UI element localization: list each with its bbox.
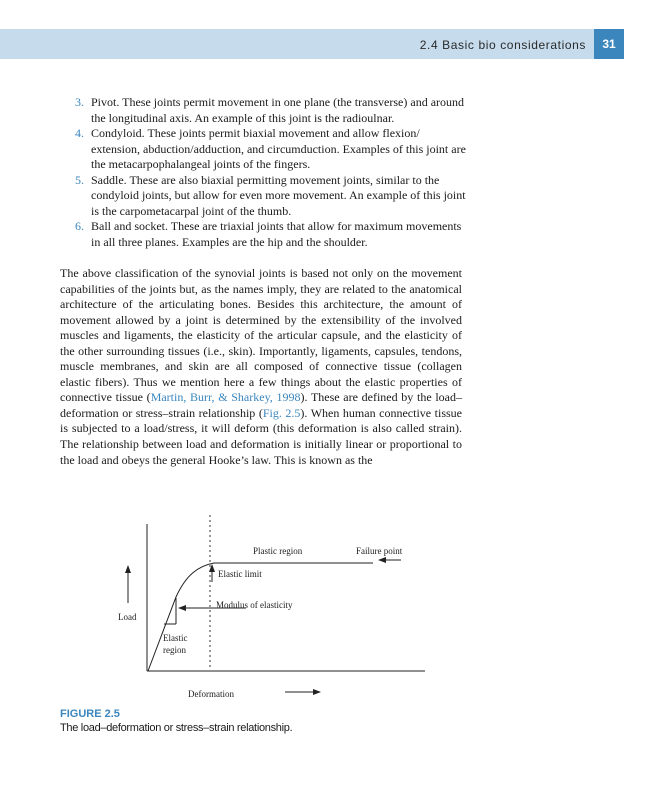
deformation-axis-label: Deformation [188, 689, 234, 699]
load-axis-label: Load [118, 612, 137, 622]
plastic-region-label: Plastic region [253, 546, 303, 556]
list-item-number: 5. [75, 172, 84, 187]
paragraph-text-3: ). When human connective tissue is subjected to a load/stress, it will deform (this deformation is also called strain). The relationship between load and deformation is initially linear or proportional to the load and obeys the general Hooke’s law. This is known as the [60, 405, 462, 467]
paragraph-text-2: ). These are defined by the load–deformation or stress–strain relationship ( [60, 390, 463, 420]
citation-link[interactable]: Martin, Burr, & Sharkey, 1998 [150, 390, 301, 405]
list-item-number: 4. [75, 126, 84, 140]
paragraph-text-1: The above classification of the synovial joints is based not only on the movement capabilities of the joints but, as the names imply, they are related to the anatomical architecture of the articulating bones. Besides this architecture, the amount of movement allowed by a joint is determined by the extensibility of the involved muscles and ligaments, the elasticity of the articular capsule, and the elasticity of the other surrounding tissues (i.e., skin). Importantly, ligaments, capsules, tendons, muscle membranes, and skin are all composed of connective tissue (collagen elastic fibers). Thus we mention here a few things about the elastic properties of connective tissue ( [60, 266, 462, 405]
list-item-text: Ball and socket. These are triaxial joints that allow for maximum movements in all three planes. Examples are the hip and the shoulder. [91, 219, 462, 249]
list-item-number: 6. [75, 219, 84, 233]
figure-reference-link[interactable]: Fig. 2.5 [262, 405, 301, 420]
list-item-number: 3. [75, 95, 84, 109]
elastic-limit-label: Elastic limit [218, 569, 262, 579]
list-item-text: Pivot. These joints permit movement in one plane (the transverse) and around the longitudinal axis. An example of this joint is the radioulnar. [91, 95, 465, 125]
figure-label: FIGURE 2.5 [60, 708, 120, 720]
failure-point-label: Failure point [356, 546, 403, 556]
list-item-text: Saddle. These are also biaxial permitting movement joints, similar to the condyloid joints, but allow for even more movement. An example of this joint is the carpometacarpal joint of the thumb. [91, 172, 466, 218]
elastic-region-label-line1: Elastic [163, 633, 188, 643]
modulus-label: Modulus of elasticity [216, 600, 293, 610]
running-header-title: 2.4 Basic bio considerations [419, 38, 586, 52]
elastic-region-label-line2: region [163, 645, 186, 655]
list-item-text: Condyloid. These joints permit biaxial movement and allow flexion/ extension, abduction/adduction, and circumduction. Examples of this joint are the metacarpophalangeal joints of the fingers. [91, 126, 466, 171]
page-number: 31 [594, 29, 624, 59]
figure-caption: The load–deformation or stress–strain relationship. [60, 722, 293, 734]
